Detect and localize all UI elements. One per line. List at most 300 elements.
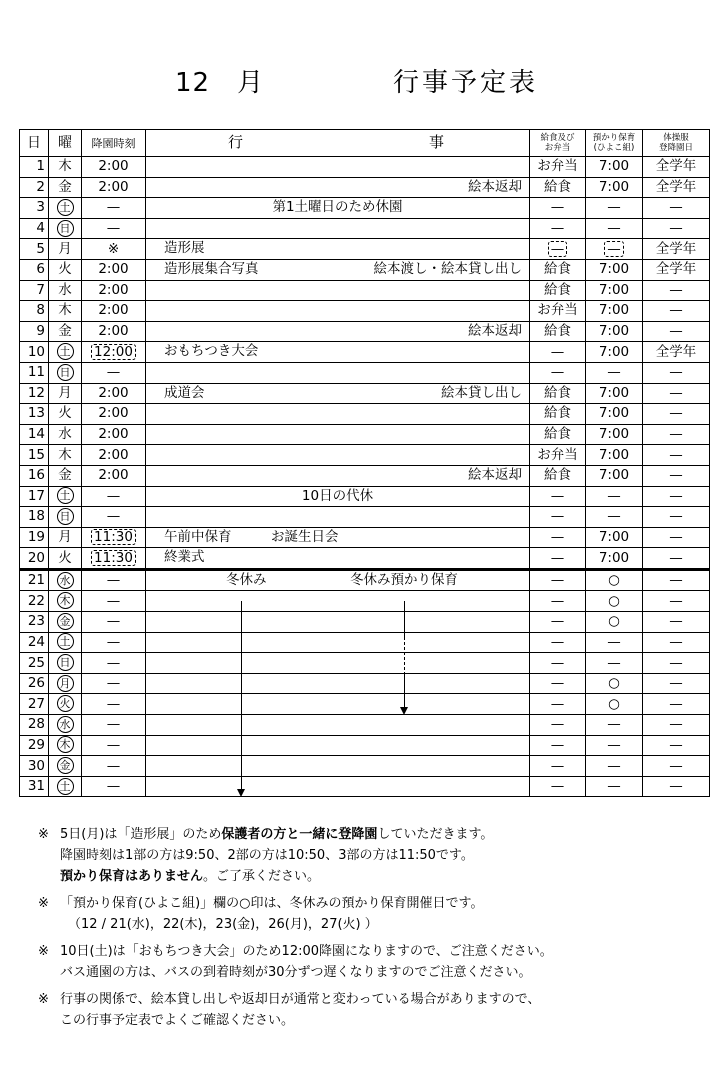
time-text: — — [106, 199, 121, 216]
weekday-circle: 日 — [57, 220, 74, 237]
time-text: — — [106, 778, 121, 795]
cell-event — [146, 177, 530, 198]
cell-meal: お弁当 — [530, 157, 586, 178]
cell-day: 20 — [20, 548, 49, 570]
table-row — [20, 424, 710, 445]
cell-day: 3 — [20, 198, 49, 219]
cell-time — [82, 507, 146, 528]
cell-gym: — — [643, 507, 710, 528]
cell-care: 7:00 — [586, 259, 643, 280]
weekday-circle: 土 — [57, 633, 74, 650]
event-winter: 冬休み — [226, 571, 267, 588]
cell-time — [82, 218, 146, 239]
time-text: — — [106, 508, 121, 525]
cell-event — [146, 321, 530, 342]
cell-care: — — [586, 715, 643, 736]
table-row — [20, 280, 710, 301]
weekday-circle: 金 — [57, 613, 74, 630]
time-text: 2:00 — [98, 384, 129, 401]
cell-gym: — — [643, 673, 710, 694]
notes-section — [38, 824, 698, 1037]
cell-meal: 給食 — [530, 259, 586, 280]
event-center: 第1土曜日のため休園 — [272, 199, 403, 216]
cell-meal: お弁当 — [530, 301, 586, 322]
time-text: 2:00 — [98, 323, 129, 340]
cell-time — [82, 776, 146, 797]
cell-weekday — [49, 362, 82, 383]
cell-gym: — — [643, 715, 710, 736]
time-text: 2:00 — [98, 302, 129, 319]
cell-weekday — [49, 715, 82, 736]
cell-event — [146, 218, 530, 239]
table-row — [20, 259, 710, 280]
cell-gym: — — [643, 653, 710, 674]
cell-care: ○ — [586, 694, 643, 715]
cell-care: 7:00 — [586, 424, 643, 445]
cell-event — [146, 404, 530, 425]
weekday-circle: 木 — [57, 736, 74, 753]
table-row — [20, 756, 710, 777]
cell-day: 26 — [20, 673, 49, 694]
time-text: 2:00 — [98, 467, 129, 484]
cell-day: 17 — [20, 486, 49, 507]
cell-weekday — [49, 383, 82, 404]
cell-time — [82, 157, 146, 178]
time-text: 2:00 — [98, 426, 129, 443]
time-burst: 11:30 — [91, 529, 136, 545]
cell-gym: — — [643, 612, 710, 633]
cell-time — [82, 548, 146, 570]
winter-care-arrow-line-solid — [404, 601, 405, 637]
cell-care: — — [586, 362, 643, 383]
cell-time — [82, 591, 146, 612]
cell-event — [146, 342, 530, 363]
time-text: — — [106, 654, 121, 671]
weekday-text: 月 — [58, 384, 72, 401]
cell-meal: — — [530, 715, 586, 736]
cell-day: 18 — [20, 507, 49, 528]
time-burst: 12:00 — [91, 344, 136, 360]
table-row — [20, 694, 710, 715]
cell-event — [146, 280, 530, 301]
cell-time — [82, 653, 146, 674]
table-row — [20, 383, 710, 404]
cell-weekday — [49, 239, 82, 260]
weekday-text: 木 — [58, 446, 72, 463]
header-event-left: 行 — [228, 133, 244, 151]
table-header — [20, 130, 710, 157]
time-text: 2:00 — [98, 281, 129, 298]
event-right: 絵本貸し出し — [441, 384, 522, 401]
cell-weekday — [49, 280, 82, 301]
cell-event — [146, 383, 530, 404]
cell-event — [146, 198, 530, 219]
cell-weekday — [49, 569, 82, 591]
cell-event — [146, 424, 530, 445]
weekday-text: 月 — [58, 240, 72, 257]
cell-time — [82, 735, 146, 756]
cell-care: ○ — [586, 612, 643, 633]
note-4: ※ 行事の関係で、絵本貸し出しや返却日が通常と変わっている場合がありますので、 この行事予定表でよくご確認ください。 — [38, 992, 541, 1028]
cell-weekday — [49, 673, 82, 694]
table-row — [20, 548, 710, 570]
cell-weekday — [49, 776, 82, 797]
cell-care: 7:00 — [586, 342, 643, 363]
cell-day: 19 — [20, 527, 49, 548]
cell-time — [82, 177, 146, 198]
weekday-text: 木 — [58, 302, 72, 319]
winter-break-arrow-head — [237, 789, 245, 797]
cell-event — [146, 527, 530, 548]
cell-event — [146, 445, 530, 466]
cell-gym: 全学年 — [643, 157, 710, 178]
note-2: ※ 「預かり保育(ひよこ組)」欄の○印は、冬休みの預かり保育開催日です。 （12 / 21(水)，22(木)，23(金)，26(月)，27(火) ） — [38, 896, 484, 932]
cell-gym: — — [643, 404, 710, 425]
cell-day: 15 — [20, 445, 49, 466]
time-text: 2:00 — [98, 158, 129, 175]
event-right: 絵本返却 — [468, 322, 522, 339]
cell-day: 30 — [20, 756, 49, 777]
cell-meal: — — [530, 673, 586, 694]
cell-care: 7:00 — [586, 465, 643, 486]
cell-event — [146, 465, 530, 486]
cell-meal: 給食 — [530, 404, 586, 425]
cell-day: 22 — [20, 591, 49, 612]
cell-weekday — [49, 507, 82, 528]
header-day: 日 — [20, 130, 49, 157]
cell-time — [82, 527, 146, 548]
cell-day: 13 — [20, 404, 49, 425]
cell-time — [82, 198, 146, 219]
cell-day: 8 — [20, 301, 49, 322]
cell-time — [82, 404, 146, 425]
cell-care: ○ — [586, 569, 643, 591]
table-row — [20, 486, 710, 507]
cell-day: 9 — [20, 321, 49, 342]
table-row — [20, 527, 710, 548]
header-event-right: 事 — [429, 133, 445, 151]
cell-day: 21 — [20, 569, 49, 591]
cell-weekday — [49, 177, 82, 198]
title-name: 行事予定表 — [393, 68, 539, 98]
cell-event — [146, 157, 530, 178]
cell-day: 25 — [20, 653, 49, 674]
cell-event — [146, 694, 530, 715]
time-text: — — [106, 572, 121, 589]
cell-day: 10 — [20, 342, 49, 363]
cell-day: 11 — [20, 362, 49, 383]
time-text: 2:00 — [98, 405, 129, 422]
winter-break-arrow-line — [241, 601, 242, 791]
table-row — [20, 612, 710, 633]
cell-care: 7:00 — [586, 321, 643, 342]
cell-gym: — — [643, 218, 710, 239]
cell-event — [146, 715, 530, 736]
cell-time — [82, 632, 146, 653]
cell-weekday — [49, 424, 82, 445]
cell-time — [82, 673, 146, 694]
event-right: 絵本渡し・絵本貸し出し — [373, 260, 522, 277]
table-row — [20, 591, 710, 612]
cell-care: ○ — [586, 673, 643, 694]
cell-event — [146, 548, 530, 570]
winter-care-arrow-head — [400, 707, 408, 715]
event-center: 10日の代休 — [301, 487, 374, 504]
header-gym: 体操服 登降園日 — [643, 130, 710, 157]
cell-gym: — — [643, 424, 710, 445]
cell-event — [146, 362, 530, 383]
cell-gym: — — [643, 486, 710, 507]
cell-meal: — — [530, 198, 586, 219]
cell-time — [82, 694, 146, 715]
cell-gym: — — [643, 527, 710, 548]
cell-weekday — [49, 756, 82, 777]
cell-day: 6 — [20, 259, 49, 280]
cell-time — [82, 280, 146, 301]
cell-day: 31 — [20, 776, 49, 797]
cell-time — [82, 756, 146, 777]
event-left: 午前中保育 — [164, 528, 232, 545]
cell-gym: — — [643, 548, 710, 570]
cell-meal: 給食 — [530, 280, 586, 301]
table-row — [20, 632, 710, 653]
cell-day: 27 — [20, 694, 49, 715]
cell-gym: 全学年 — [643, 239, 710, 260]
cell-meal: — — [530, 507, 586, 528]
time-text: — — [106, 592, 121, 609]
weekday-text: 火 — [58, 261, 72, 278]
table-row — [20, 342, 710, 363]
cell-gym: — — [643, 362, 710, 383]
weekday-text: 水 — [58, 281, 72, 298]
event-left: 成道会 — [164, 384, 205, 401]
table-row — [20, 157, 710, 178]
cell-care: 7:00 — [586, 383, 643, 404]
cell-time — [82, 383, 146, 404]
cell-event — [146, 632, 530, 653]
cell-meal: — — [530, 756, 586, 777]
weekday-text: 火 — [58, 405, 72, 422]
cell-meal: — — [530, 569, 586, 591]
cell-care: — — [586, 239, 643, 260]
table-row — [20, 673, 710, 694]
cell-weekday — [49, 591, 82, 612]
table-row — [20, 653, 710, 674]
weekday-circle: 月 — [57, 675, 74, 692]
cell-time — [82, 362, 146, 383]
weekday-circle: 日 — [57, 364, 74, 381]
event-left: 造形展 — [164, 240, 205, 257]
weekday-text: 火 — [58, 549, 72, 566]
cell-time — [82, 321, 146, 342]
table-row — [20, 239, 710, 260]
cell-event — [146, 486, 530, 507]
cell-care: 7:00 — [586, 157, 643, 178]
cell-day: 14 — [20, 424, 49, 445]
weekday-text: 金 — [58, 323, 72, 340]
weekday-circle: 土 — [57, 778, 74, 795]
table-row — [20, 776, 710, 797]
cell-event — [146, 507, 530, 528]
cell-day: 28 — [20, 715, 49, 736]
cell-care: — — [586, 486, 643, 507]
cell-meal: — — [530, 632, 586, 653]
time-text: — — [106, 695, 121, 712]
cell-care: — — [586, 632, 643, 653]
table-row — [20, 321, 710, 342]
cell-day: 5 — [20, 239, 49, 260]
cell-meal: — — [530, 694, 586, 715]
event-right: 絵本返却 — [468, 178, 522, 195]
cell-meal: — — [530, 653, 586, 674]
cell-meal: — — [530, 548, 586, 570]
cell-care: — — [586, 198, 643, 219]
cell-meal: — — [530, 612, 586, 633]
cell-gym: — — [643, 735, 710, 756]
cell-event — [146, 756, 530, 777]
time-text: — — [106, 675, 121, 692]
page-title — [0, 62, 727, 102]
weekday-circle: 土 — [57, 199, 74, 216]
cell-weekday — [49, 486, 82, 507]
cell-weekday — [49, 198, 82, 219]
time-text: — — [106, 220, 121, 237]
cell-meal: 給食 — [530, 424, 586, 445]
cell-meal: — — [530, 486, 586, 507]
cell-care: — — [586, 776, 643, 797]
table-row — [20, 735, 710, 756]
note-1: ※ 5日(月)は「造形展」のため保護者の方と一緒に登降園していただきます。 降園時刻は1部の方は9:50、2部の方は10:50、3部の方は11:50です。 預かり保育はありません。ご了承ください。 — [38, 827, 494, 884]
cell-day: 16 — [20, 465, 49, 486]
cell-meal: — — [530, 735, 586, 756]
cell-day: 24 — [20, 632, 49, 653]
weekday-circle: 日 — [57, 508, 74, 525]
cell-meal: — — [530, 218, 586, 239]
cell-day: 4 — [20, 218, 49, 239]
cell-meal: — — [530, 362, 586, 383]
table-row — [20, 198, 710, 219]
event-right: 絵本返却 — [468, 466, 522, 483]
cell-event — [146, 569, 530, 591]
time-text: — — [106, 757, 121, 774]
weekday-circle: 火 — [57, 695, 74, 712]
cell-time — [82, 612, 146, 633]
cell-weekday — [49, 548, 82, 570]
cell-event — [146, 259, 530, 280]
event-left: おもちつき大会 — [164, 343, 259, 360]
cell-gym: — — [643, 383, 710, 404]
cell-care: 7:00 — [586, 445, 643, 466]
table-row — [20, 465, 710, 486]
table-row — [20, 362, 710, 383]
cell-care: 7:00 — [586, 177, 643, 198]
cell-care: — — [586, 507, 643, 528]
cell-event — [146, 673, 530, 694]
cell-gym: — — [643, 465, 710, 486]
cell-gym: 全学年 — [643, 342, 710, 363]
header-event — [146, 130, 530, 157]
cell-meal: 給食 — [530, 383, 586, 404]
cell-time — [82, 569, 146, 591]
cell-weekday — [49, 632, 82, 653]
weekday-circle: 木 — [57, 592, 74, 609]
time-text: 2:00 — [98, 261, 129, 278]
time-text: ※ — [107, 240, 120, 257]
event-left: 終業式 — [164, 549, 205, 566]
cell-event — [146, 735, 530, 756]
cell-care: — — [586, 756, 643, 777]
event-winter-care: 冬休み預かり保育 — [350, 571, 458, 588]
cell-gym: — — [643, 445, 710, 466]
cell-meal: — — [530, 342, 586, 363]
cell-weekday — [49, 342, 82, 363]
cell-event — [146, 612, 530, 633]
cell-care: — — [586, 735, 643, 756]
table-row — [20, 218, 710, 239]
cell-time — [82, 239, 146, 260]
cell-meal: 給食 — [530, 321, 586, 342]
cell-weekday — [49, 735, 82, 756]
cell-time — [82, 465, 146, 486]
cell-meal: — — [530, 591, 586, 612]
weekday-circle: 金 — [57, 757, 74, 774]
cell-time — [82, 342, 146, 363]
cell-time — [82, 259, 146, 280]
cell-gym: — — [643, 569, 710, 591]
cell-weekday — [49, 404, 82, 425]
cell-meal: — — [530, 239, 586, 260]
weekday-text: 木 — [58, 158, 72, 175]
cell-time — [82, 715, 146, 736]
cell-gym: 全学年 — [643, 259, 710, 280]
table-row — [20, 569, 710, 591]
cell-gym: — — [643, 198, 710, 219]
note-3: ※ 10日(土)は「おもちつき大会」のため12:00降園になりますので、ご注意ください。 バス通園の方は、バスの到着時刻が30分ずつ遅くなりますのでご注意ください。 — [38, 944, 553, 980]
cell-care: 7:00 — [586, 527, 643, 548]
weekday-text: 水 — [58, 426, 72, 443]
cell-care: — — [586, 218, 643, 239]
cell-weekday — [49, 612, 82, 633]
cell-care: — — [586, 653, 643, 674]
cell-weekday — [49, 694, 82, 715]
cell-gym: — — [643, 591, 710, 612]
cell-care: 7:00 — [586, 280, 643, 301]
cell-weekday — [49, 527, 82, 548]
weekday-circle: 水 — [57, 572, 74, 589]
cell-meal: — — [530, 776, 586, 797]
cell-event — [146, 239, 530, 260]
cell-day: 1 — [20, 157, 49, 178]
cell-care: 7:00 — [586, 301, 643, 322]
cell-weekday — [49, 157, 82, 178]
time-text: — — [106, 633, 121, 650]
table-row — [20, 507, 710, 528]
cell-weekday — [49, 259, 82, 280]
time-text: 2:00 — [98, 446, 129, 463]
header-time: 降園時刻 — [82, 130, 146, 157]
cell-event — [146, 591, 530, 612]
weekday-circle: 土 — [57, 343, 74, 360]
winter-care-arrow-line-solid-2 — [404, 675, 405, 708]
cell-meal: お弁当 — [530, 445, 586, 466]
cell-gym: — — [643, 321, 710, 342]
time-text: — — [106, 736, 121, 753]
cell-weekday — [49, 653, 82, 674]
cell-weekday — [49, 218, 82, 239]
cell-meal: 給食 — [530, 177, 586, 198]
table-row — [20, 177, 710, 198]
cell-gym: — — [643, 301, 710, 322]
